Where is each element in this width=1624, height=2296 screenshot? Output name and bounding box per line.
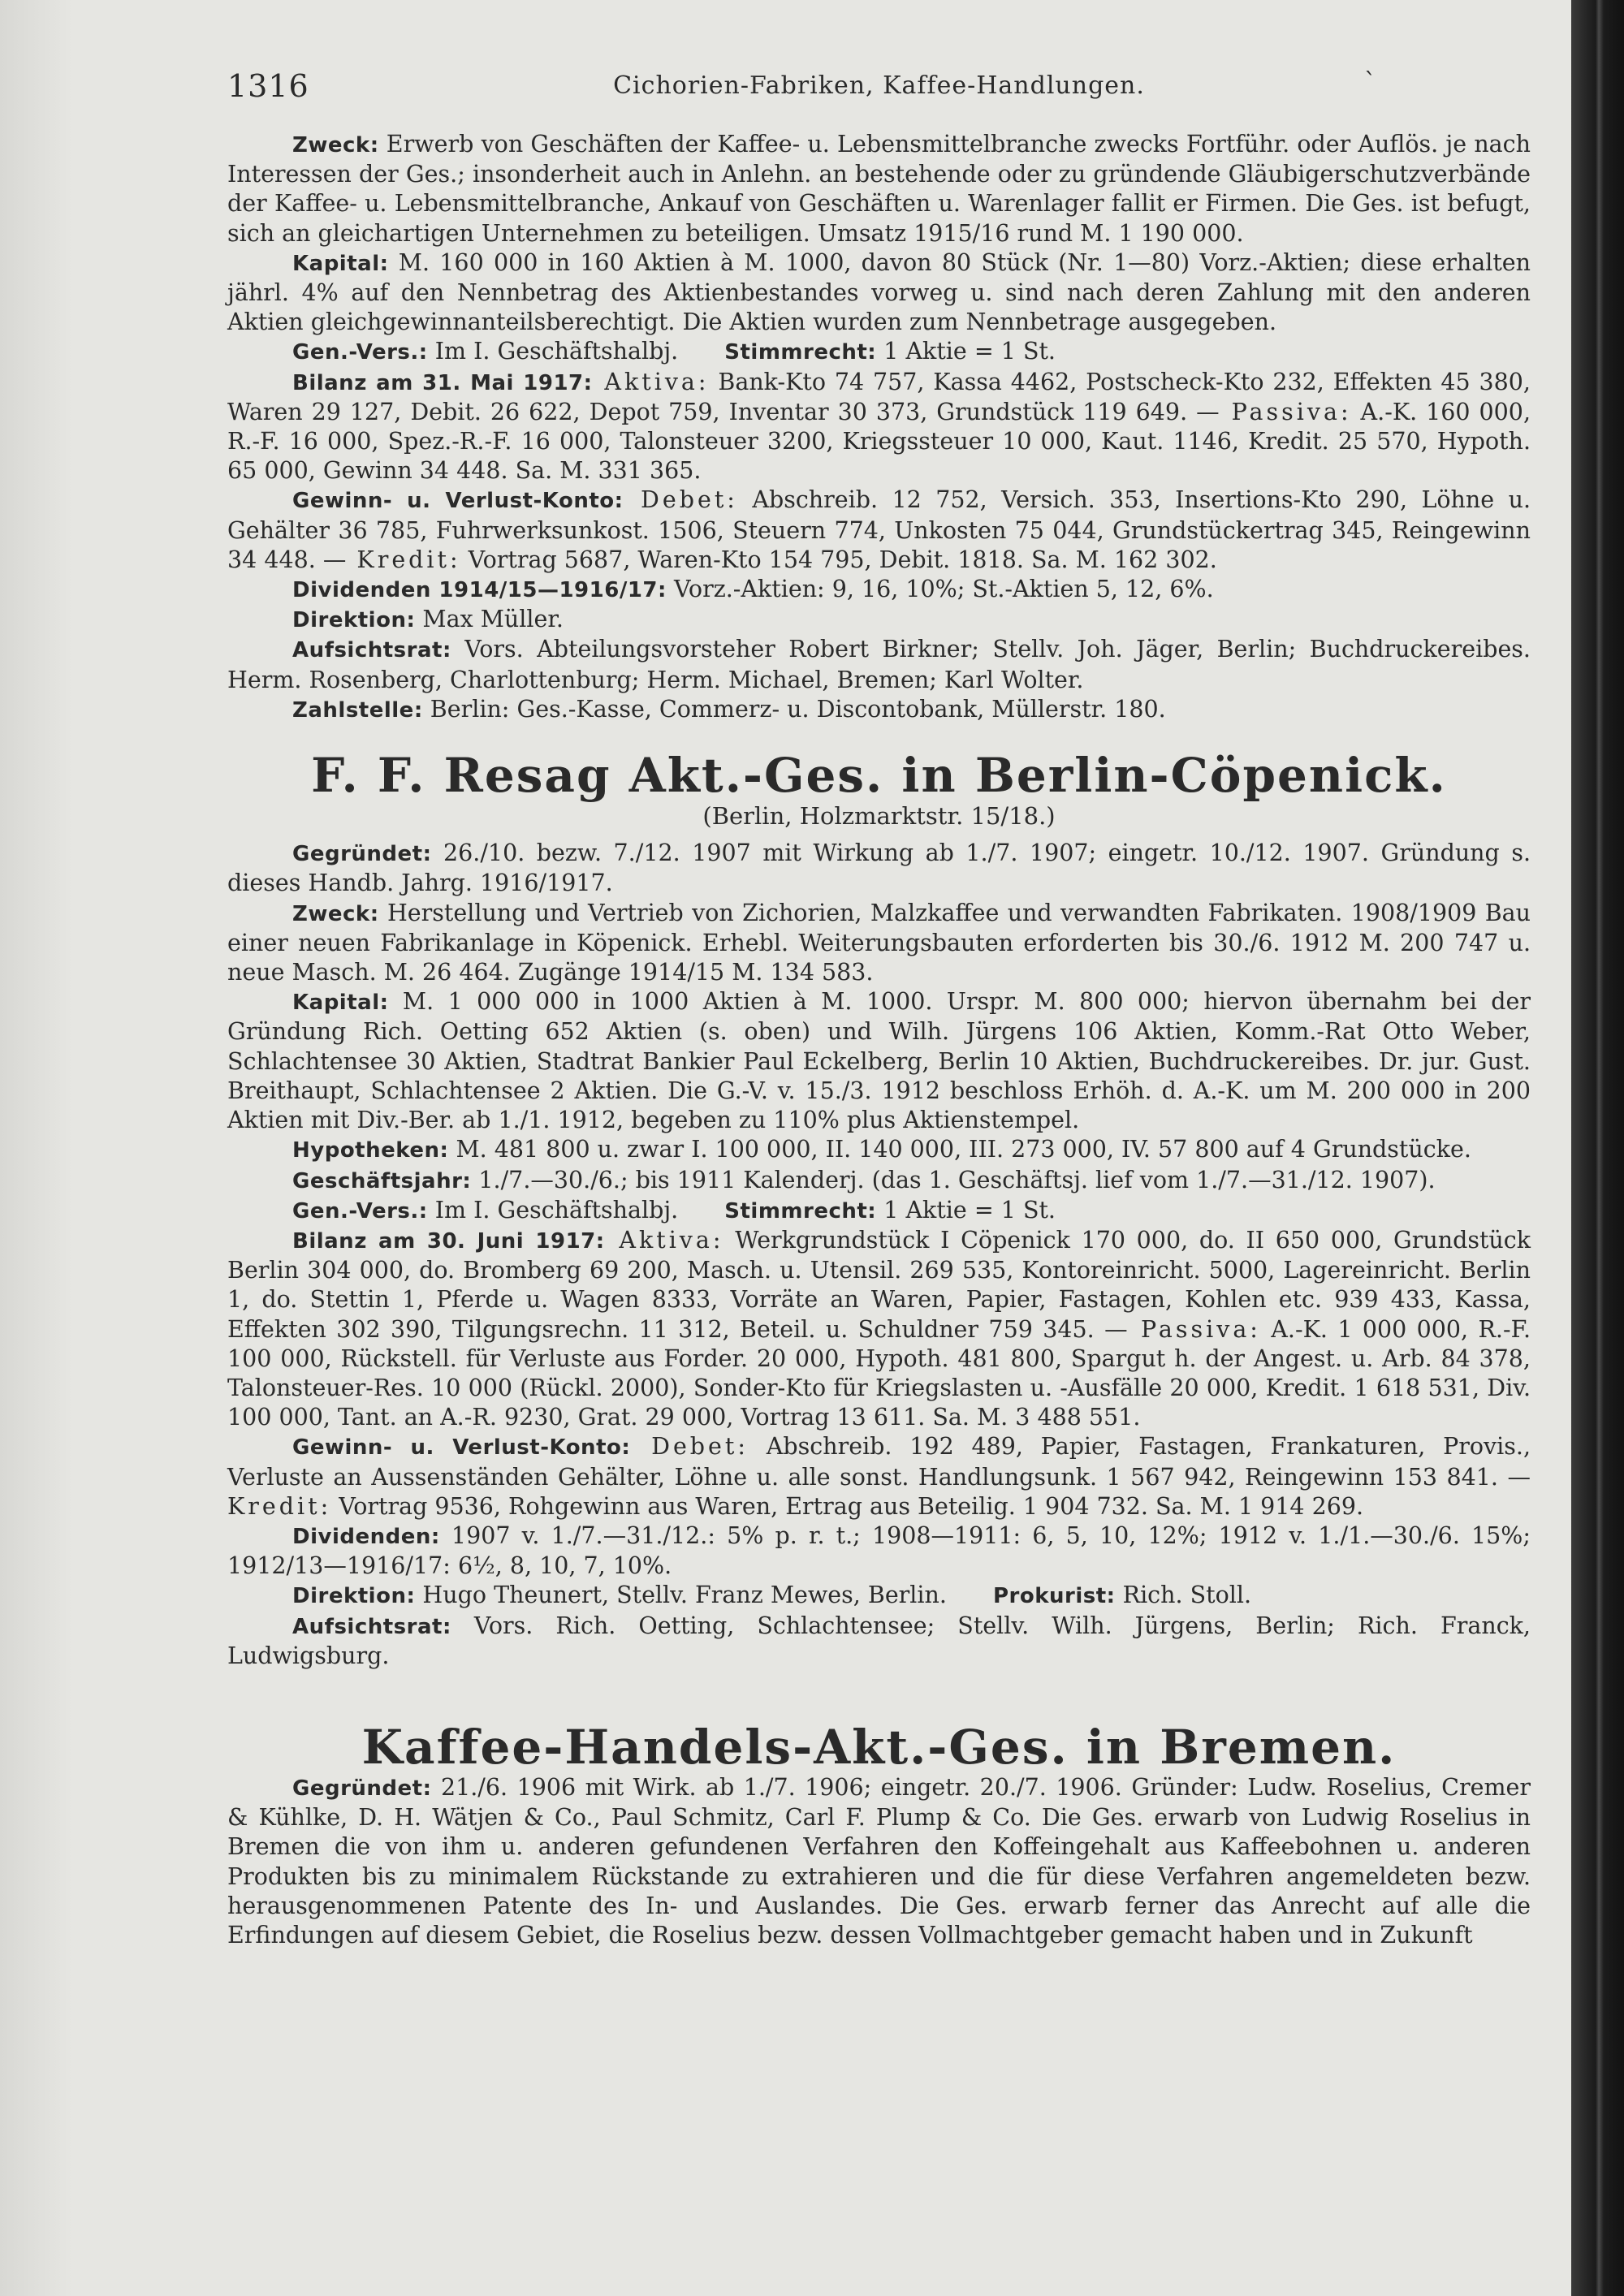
field-text: Herstellung und Vertrieb von Zichorien, Malzkaffee und verwandten Fabrikaten. 1908/1909 Bau einer neuen Fabrikanlage in Köpenick. Erhebl. Weiterungsbauten erforderten bis 30./6. 1912 M. 200 747 u. neue Masch. M. 26 464. Zugänge 1914/15 M. 134 583.	[227, 899, 1531, 986]
field-label: Stimmrecht:	[724, 1198, 877, 1224]
entry-paragraph	[227, 899, 1531, 988]
entry-paragraph	[227, 987, 1531, 1135]
field-label: Zahlstelle:	[292, 697, 423, 723]
entry-paragraph	[227, 635, 1531, 694]
field-text: Bank-Kto 74 757, Kassa 4462, Postscheck-Kto 232, Effekten 45 380, Waren 29 127, Debit. 26 622, Depot 759, Inventar 30 373, Grundstück 119 649. —	[227, 368, 1531, 425]
entry-paragraph	[227, 1612, 1531, 1671]
running-head	[227, 68, 1531, 107]
field-text: 1 Aktie = 1 St.	[876, 1196, 1056, 1224]
entry-paragraph	[227, 1226, 1531, 1432]
field-label: Zweck:	[292, 901, 379, 926]
field-text: 1 Aktie = 1 St.	[876, 338, 1056, 365]
entry-paragraph	[227, 1773, 1531, 1950]
field-label: Gegründet:	[292, 842, 432, 867]
field-label: Direktion:	[292, 1584, 416, 1609]
entry-paragraph	[227, 1135, 1531, 1165]
field-text: 26./10. bezw. 7./12. 1907 mit Wirkung ab 1./7. 1907; eingetr. 10./12. 1907. Gründung s. dieses Handb. Jahrg. 1916/1917.	[227, 839, 1531, 897]
field-label: Kapital:	[292, 251, 389, 276]
entry-section-3	[227, 1773, 1531, 1950]
field-text: M. 481 800 u. zwar I. 100 000, II. 140 000, III. 273 000, IV. 57 800 auf 4 Grundstücke.	[448, 1136, 1471, 1163]
field-text: Vorz.-Aktien: 9, 16, 10%; St.-Aktien 5, 12, 6%.	[666, 576, 1214, 603]
field-text: Abschreib. 192 489, Papier, Fastagen, Frankaturen, Provis., Verluste an Aussenständen Gehälter, Löhne u. alle sonst. Handlungsunk. 1 567 942, Reingewinn 153 841. —	[227, 1433, 1531, 1491]
field-label: Gen.-Vers.:	[292, 340, 428, 365]
field-sublabel: Debet:	[630, 1433, 749, 1461]
field-text: Werkgrundstück I Cöpenick 170 000, do. II 650 000, Grundstück Berlin 304 000, do. Bromberg 69 200, Masch. u. Utensil. 269 535, Kontoreinricht. 5000, Lagereinricht. Berlin 1, do. Stettin 1, Pferde u. Wagen 8333, Vorräte an Waren, Papier, Fastagen, Kohlen etc. 939 433, Kassa, Effekten 302 390, Tilgungsrechn. 11 312, Beteil. u. Schuldner 759 345. —	[227, 1226, 1531, 1343]
company-title-kaffee-handels: Kaffee-Handels-Akt.-Ges. in Bremen.	[361, 1719, 1397, 1775]
field-text: M. 160 000 in 160 Aktien à M. 1000, davon 80 Stück (Nr. 1—80) Vorz.-Aktien; diese erhalten jährl. 4% auf den Nennbetrag des Aktienbestandes vorweg u. sind nach deren Zahlung mit den anderen Aktien gleichgewinnanteilsberechtigt. Die Aktien wurden zum Nennbetrage ausgegeben.	[227, 248, 1531, 336]
page-content	[227, 68, 1531, 1950]
company-title-resag: F. F. Resag Akt.-Ges. in Berlin-Cöpenick.	[311, 748, 1447, 804]
field-text: Erwerb von Geschäften der Kaffee- u. Lebensmittelbranche zwecks Fortführ. oder Auflös. je nach Interessen der Ges.; insonderheit auch in Anlehn. an bestehende oder zu gründende Gläubigerschutzverbände der Kaffee- u. Lebensmittelbranche, Ankauf von Geschäften u. Warenlager fallit er Firmen. Die Ges. ist befugt, sich an gleichartigen Unternehmen zu beteiligen. Umsatz 1915/16 rund M. 1 190 000.	[227, 131, 1531, 247]
field-label: Geschäftsjahr:	[292, 1168, 472, 1193]
field-text: 21./6. 1906 mit Wirk. ab 1./7. 1906; eingetr. 20./7. 1906. Gründer: Ludw. Roselius, Cremer & Kühlke, D. H. Wätjen & Co., Paul Schmitz, Carl F. Plump & Co. Die Ges. erwarb von Ludwig Roselius in Bremen die von ihm u. anderen gefundenen Verfahren den Koffeingehalt aus Kaffeebohnen u. anderen Produkten bis zu minimalem Rückstande zu extrahieren und die für diese Verfahren angemeldeten bezw. herausgenommenen Patente des In- und Auslandes. Die Ges. erwarb ferner das Anrecht auf alle die Erfindungen auf diesem Gebiet, die Roselius bezw. dessen Vollmachtgeber gemacht haben und in Zukunft	[227, 1773, 1531, 1949]
field-label: Gewinn- u. Verlust-Konto:	[292, 1435, 631, 1461]
entry-paragraph	[227, 248, 1531, 338]
field-label: Bilanz am 31. Mai 1917:	[292, 370, 593, 395]
field-text: Rich. Stoll.	[1115, 1582, 1252, 1609]
field-text: 1./7.—30./6.; bis 1911 Kalenderj. (das 1. Geschäftsj. lief vom 1./7.—31./12. 1907).	[471, 1166, 1436, 1193]
field-label: Gen.-Vers.:	[292, 1198, 428, 1224]
entry-section-1	[227, 130, 1531, 725]
field-sublabel: Kredit:	[346, 546, 461, 573]
field-sublabel: Debet:	[623, 486, 738, 514]
field-text: Vors. Rich. Oetting, Schlachtensee; Stellv. Wilh. Jürgens, Berlin; Rich. Franck, Ludwigsburg.	[227, 1612, 1531, 1669]
entry-paragraph	[227, 337, 1531, 367]
entry-paragraph	[227, 1581, 1531, 1611]
field-text: A.-K. 1 000 000, R.-F. 100 000, Rückstell. für Verluste aus Forder. 20 000, Hypoth. 481 800, Spargut h. der Angest. u. Arb. 84 378, Talonsteuer-Res. 10 000 (Rückl. 2000), Sonder-Kto für Kriegslasten u. -Ausfälle 20 000, Kredit. 1 618 531, Div. 100 000, Tant. an A.-R. 9230, Grat. 29 000, Vortrag 13 611. Sa. M. 3 488 551.	[227, 1315, 1531, 1431]
field-text: 1907 v. 1./7.—31./12.: 5% p. r. t.; 1908—1911: 6, 5, 10, 12%; 1912 v. 1./1.—30./6. 15%; 1912/13—1916/17: 6½, 8, 10, 7, 10%.	[227, 1521, 1531, 1580]
entry-paragraph	[227, 130, 1531, 248]
field-text: Im I. Geschäftshalbj.	[427, 338, 679, 365]
field-label: Dividenden:	[292, 1524, 440, 1549]
field-label: Stimmrecht:	[724, 340, 877, 365]
entry-paragraph	[227, 1432, 1531, 1521]
field-label: Dividenden 1914/15—1916/17:	[292, 578, 667, 603]
entry-paragraph	[227, 1521, 1531, 1581]
book-binding-edge	[1571, 0, 1624, 2296]
field-sublabel: Aktiva:	[592, 368, 710, 395]
field-label: Prokurist:	[992, 1584, 1116, 1609]
field-text: Vortrag 9536, Rohgewinn aus Waren, Ertrag aus Beteilig. 1 904 732. Sa. M. 1 914 269.	[331, 1492, 1364, 1520]
field-sublabel: Passiva:	[1127, 1315, 1261, 1343]
entry-paragraph	[227, 1166, 1531, 1196]
field-label: Gegründet:	[292, 1776, 432, 1801]
entry-paragraph	[227, 486, 1531, 575]
section-heading: Cichorien-Fabriken, Kaffee-Handlungen.	[613, 71, 1145, 100]
field-label: Direktion:	[292, 608, 416, 633]
stray-mark: `	[1364, 68, 1376, 97]
field-text: A.-K. 160 000, R.-F. 16 000, Spez.-R.-F. 16 000, Talonsteuer 3200, Kriegssteuer 10 000, Kaut. 1146, Kredit. 25 570, Hypoth. 65 000, Gewinn 34 448. Sa. M. 331 365.	[227, 398, 1531, 485]
page-number: 1316	[227, 68, 309, 104]
entry-paragraph	[227, 839, 1531, 898]
field-text: Abschreib. 12 752, Versich. 353, Insertions-Kto 290, Löhne u. Gehälter 36 785, Fuhrwerksunkost. 1506, Steuern 774, Unkosten 75 044, Grundstückertrag 345, Reingewinn 34 448. —	[227, 486, 1531, 573]
field-text: M. 1 000 000 in 1000 Aktien à M. 1000. Urspr. M. 800 000; hiervon übernahm bei der Gründung Rich. Oetting 652 Aktien (s. oben) und Wilh. Jürgens 106 Aktien, Komm.-Rat Otto Weber, Schlachtensee 30 Aktien, Stadtrat Bankier Paul Eckelberg, Berlin 10 Aktien, Buchdruckereibes. Dr. jur. Gust. Breithaupt, Schlachtensee 2 Aktien. Die G.-V. v. 15./3. 1912 beschloss Erhöh. d. A.-K. um M. 200 000 in 200 Aktien mit Div.-Ber. ab 1./1. 1912, begeben zu 110% plus Aktienstempel.	[227, 988, 1531, 1134]
company-address: (Berlin, Holzmarktstr. 15/18.)	[702, 802, 1056, 831]
field-label: Aufsichtsrat:	[292, 638, 451, 663]
entry-paragraph	[227, 1196, 1531, 1226]
field-sublabel: Kredit:	[227, 1492, 332, 1520]
field-text: Vors. Abteilungsvorsteher Robert Birkner; Stellv. Joh. Jäger, Berlin; Buchdruckereibes. Herm. Rosenberg, Charlottenburg; Herm. Michael, Bremen; Karl Wolter.	[227, 636, 1531, 693]
field-label: Bilanz am 30. Juni 1917:	[292, 1228, 605, 1254]
field-text: Hugo Theunert, Stellv. Franz Mewes, Berlin.	[415, 1582, 947, 1609]
entry-paragraph	[227, 575, 1531, 605]
field-label: Gewinn- u. Verlust-Konto:	[292, 489, 624, 514]
field-text: Max Müller.	[415, 606, 564, 633]
page-left-shadow	[0, 0, 73, 2296]
field-text: Im I. Geschäftshalbj.	[427, 1196, 679, 1224]
field-label: Zweck:	[292, 133, 379, 158]
field-label: Hypotheken:	[292, 1138, 449, 1163]
entry-paragraph	[227, 368, 1531, 486]
field-label: Aufsichtsrat:	[292, 1614, 451, 1639]
entry-paragraph	[227, 605, 1531, 635]
field-sublabel: Passiva:	[1219, 398, 1352, 425]
field-sublabel: Aktiva:	[604, 1226, 724, 1254]
field-text: Vortrag 5687, Waren-Kto 154 795, Debit. 1818. Sa. M. 162 302.	[460, 546, 1217, 573]
field-label: Kapital:	[292, 990, 389, 1016]
field-text: Berlin: Ges.-Kasse, Commerz- u. Discontobank, Müllerstr. 180.	[422, 695, 1166, 723]
entry-section-2	[227, 839, 1531, 1671]
entry-paragraph	[227, 695, 1531, 725]
